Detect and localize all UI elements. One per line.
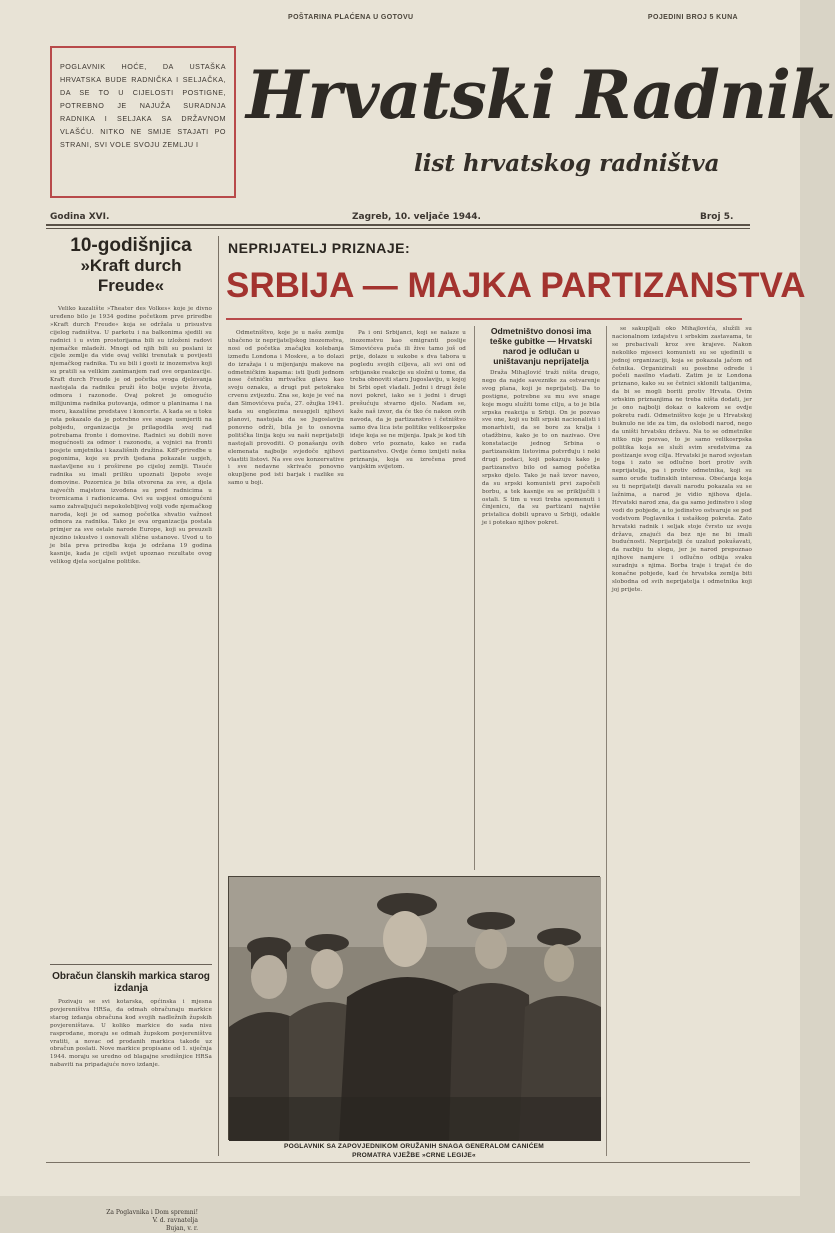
article-headline-anniversary: 10-godišnjica	[70, 235, 192, 256]
left-column	[50, 236, 212, 1233]
signature-name: Bujan, v. r.	[166, 1225, 198, 1232]
volume-year: Godina XVI.	[50, 212, 110, 222]
article-headline-markice: Obračun članskih markica starog izdanja	[52, 971, 210, 994]
news-photo	[228, 876, 600, 1140]
motto-text: POGLAVNIK HOĆE, DA USTAŠKA HRVATSKA BUDE RADNIČKA I SELJAČKA, DA SE TO U CIJELOSTI POSTIGNE, POTREBNO JE NAJUŽA SURADNJA RADNIKA I SELJAKA SA DRŽAVNOM VLAŠĆU. NITKO NE SMIJE STAJATI PO STRANI, SVI VOLE SVOJU ZEMLJU I	[60, 62, 226, 149]
motto-box	[50, 46, 236, 198]
newspaper-subtitle: list hrvatskog radništva	[414, 150, 720, 177]
subheadline: Odmetništvo donosi ima teške gubitke — Hrvatski narod je odlučan u uništavanju neprijatelja	[489, 326, 593, 366]
main-body-col-2	[350, 330, 466, 870]
main-body-col-3	[482, 326, 600, 870]
article-paragraph: Odmetništvo, koje je u našu zemlju ubačeno iz neprijateljskog inozemstva, nosi od početka značajku kolebanja između Londona i Moskve, a to dolazi do izražaja i u mijenjanju makove na odmetničkim kapama: isti ljudi jednom nose četničku mrtvačku glavu kao svoju oznaku, a drugi put petokraku crvenu zvijezdu. Zna se, koje je već na dan Simovićeva puča, 27. ožujka 1941. kada su englezima neuspjeli njihovi planovi, nastojala da se Jugoslaviju ponovno održi, bila je to osnovna politička linija koju su naši neprijatelji nastojali provoditi. O ponašanju ovih elemenata najbolje svjedoče njihovi vlastiti listovi. Na sve ove konzervative i sve nedavne skrivače ponovno okupljene pod isti barjak i razlike su samo u boji.	[228, 330, 344, 487]
signature-title: V. d. ravnatelja	[152, 1217, 198, 1224]
article-paragraph: Draža Mihajlović traži ništa drugo, nego da najde saveznike za ostvarenje svog plana, koji je neprijatelj. Da to postigne, potrebne su mu sve snage koje mogu služiti tome cilju, a to je bila srpska reakcija u Srbiji. On je pozvao sve one, koji su bili srpski nacionalisti i monarhisti, da se bore za kralja i otadžbinu, kako je to on nazivao. Ove konstatacije jednog Srbina o partizanskim listovima potvrđuju i neki drugi podaci, koji pokazuju kako je partizanstvo bilo od samog početka srpsko djelo. Tako je naš izvor naveo, da su srpski komunisti prvi započeli borbu, a tek kasnije su se priključili i ostali. S tim u vezi treba spomenuti i činjenicu, da su partizani najviše pristalica dobili upravo u Srbiji, odakle je i potekao njihov pokret.	[482, 370, 600, 527]
issue-date: Zagreb, 10. veljače 1944.	[352, 212, 481, 222]
main-body-col-1	[228, 330, 344, 870]
article-paragraph: Veliko kazalište »Theater des Volkes« koje je divno uređeno bilo je 1934 godine početkom prve priredbe »Kraft durch Freude« koja se održala u prisustvu cijelog radništva. U parketu i na balkonima sjedili su radnici i u svim prostorijama bili su izloženi radovi njemačke mladeži. Mnogi od njih bili su poslani iz cijele zemlje da vide ovaj veliki trenutak u povijesti njemačkog radnika. Tu su bili i gosti iz inozemstva koji su pratili sa velikim zanimanjem rad ove organizacije. Kraft durch Freude je od početka svoga djelovanja nastojala da radniku pruži što bolje uvjete života, odmora i razonode. Ovaj pokret je omogućio milijunima radnika putovanja, odmor u planinama i na moru, kazališne predstave i koncerte. A kada se u toku rata pokazalo da je potrebno sve snage usmjeriti na pobjedu, organizacija je prilagodila svoj rad potrebama fronte i domovine. Radnici su dobili nove mogućnosti za odmor i razonodu, a vojnici na fronti posjete umjetnika i kazališnih družina. KdF-priredbe u pogonima, koje su prvih tjedana pokazale uspjeh, nastavljene su i proširene po cijeloj zemlji. Tisuće radnika su imali priliku upoznati ljepote svoje domovine. Pozornica je bila otvorena za sve, a djela najvećih majstora izvođena su pred radnicima u tvornicama i radionicama. Ovi su uspjesi omogućeni samo zahvaljujući nepokolebljivoj volji vođe njemačkog naroda, koji je od samog početka shvatio važnost odmora za radnika. Tako je ova organizacija postala primjer za sve ostale narode Europe, koji su preuzeli njezino iskustvo i osnovali slične ustanove. Uvod u to je bila prva priredba koja je održana 19 godina kasnije, kada je cijeli svijet upoznao rezultate ovog velikog djela socijalne politike.	[50, 306, 212, 565]
article-body-markice	[50, 999, 212, 1209]
masthead-rule-thin	[46, 228, 750, 229]
caption-line-1: POGLAVNIK SA ZAPOVJEDNIKOM ORUŽANIH SNAGA GENERALOM CANIĆEM	[284, 1143, 544, 1150]
main-kicker: NEPRIJATELJ PRIZNAJE:	[228, 240, 411, 256]
column-separator	[50, 964, 212, 965]
headline-underline	[226, 318, 742, 320]
postage-note: POŠTARINA PLAĆENA U GOTOVU	[288, 14, 414, 21]
main-body-col-4	[612, 326, 752, 1156]
article-paragraph: Pozivaju se svi kotarska, općinska i mjesna povjereništva HRSa, da odmah obračunaju markice starog izdanja obračuna kod svojih nadležnih župskih povjereništava. U koliko markice do sada nisu rasprodane, moraju se odmah župskom povjereništvu vratiti, a novac od prodanih markica takođe uz obračun poslati. Nove markice propisane od 1. siječnja 1944. moraju se uredno od blagajne središnjice HRSa nabaviti na pripadajuće novo izdanje.	[50, 999, 212, 1069]
masthead-rule	[46, 224, 750, 226]
caption-line-2: PROMATRA VJEŽBE »CRNE LEGIJE«	[352, 1152, 476, 1159]
column-divider	[606, 326, 607, 1156]
bottom-rule	[46, 1162, 750, 1163]
signoff: Za Poglavnika i Dom spremni!	[106, 1209, 198, 1216]
newspaper-title: Hrvatski Radnik	[246, 56, 835, 134]
photo-illustration	[229, 877, 601, 1141]
article-paragraph: Pa i oni Srbijanci, koji se nalaze u inozemstvu kao emigranti poslije Simovićeva puča ili žive tamo još od prije, dolaze u sukobe s dva tabora u pogledu svojih ciljeva, ali svi oni od srbijanske reakcije su složni u tome, da treba obnoviti staru Jugoslaviju, u kojoj bi Srbi opet vladali. Jedni i drugi žele novi pokret, iako se i jedni i drugi prešućuju stvarno djelo. Nadam se, kaže naš izvor, da će tko će nakon ovih navoda, da je partizanstvo i četništvo samo dva lica iste politike velikosrpske ideje koja se ne mijenja. Ipak je kod tih dobro vrlo poznato, kako se rađa partizanstvo. Ovdje ćemo iznijeti neka priznanja, koja su izrečena pred vanjskim svijetom.	[350, 330, 466, 471]
column-divider	[218, 236, 219, 1156]
issue-price: POJEDINI BROJ 5 KUNA	[647, 14, 738, 21]
column-divider	[474, 326, 475, 870]
article-body-kdf	[50, 306, 212, 956]
article-headline-kdf: »Kraft durch Freude«	[80, 256, 182, 295]
main-headline: SRBIJA — MAJKA PARTIZANSTVA	[226, 266, 806, 305]
issue-number: Broj 5.	[700, 212, 734, 222]
article-paragraph: se sakupljali oko Mihajlovića, služili su nacionalnom izdajstvu i srbskim zastavama, te se prebacivali kroz sve krajeve. Nakon nekoliko mjeseci komunisti su se ujedinili u jednoj organizaciji, koja se pokazala jačom od četnika. Organizirali su posebne odrede i počeli nasilno vladati. Zatim je iz Londona priznano, kako su se četnici sklonili talijanima, da bi se mogli boriti protiv Hrvata. Ovim srbskim priznanjima ne treba ništa dodati, jer je ono najbolji dokaz o kakvom se ovdje pokretu radi. Odmetništvo koje je u Hrvatskoj buknulo ne ide za tim, da oslobodi narod, nego da uništi hrvatsku državu. Na to se odmetnike nitko nije pozvao, to je samo velikosrpska politika koja se služi svim sredstvima za postizanje svog cilja. Hrvatski je narod svjestan toga i zato se odlučno bori protiv svih neprijatelja, pa i protiv odmetnika, koji su samo oruđe tuđinskih interesa. Obećanja koja su ti neprijatelji davali narodu pokazala su se lažnima, a narod je vidio njihova djela. Hrvatski narod zna, da ga samo jedinstvo i slog vodi do pobjede, a to jedinstvo ostvaruje se pod vodstvom Poglavnika i ustaškog pokreta. Zato hrvatski radnik i seljak stoje čvrsto uz svoju državu, znajući da bez nje ne bi imali budućnosti. Neprijatelji će uzalud pokušavati, da razbiju tu slogu, jer je narod prepoznao njihove namjere i odlučno odbija svaku suradnju s njima. Borba traje i trajat će do konačne pobjede, kad će hrvatska zemlja biti slobodna od svih neprijatelja i odmetnika koji joj prijete.	[612, 326, 752, 593]
photo-caption	[228, 1142, 600, 1160]
